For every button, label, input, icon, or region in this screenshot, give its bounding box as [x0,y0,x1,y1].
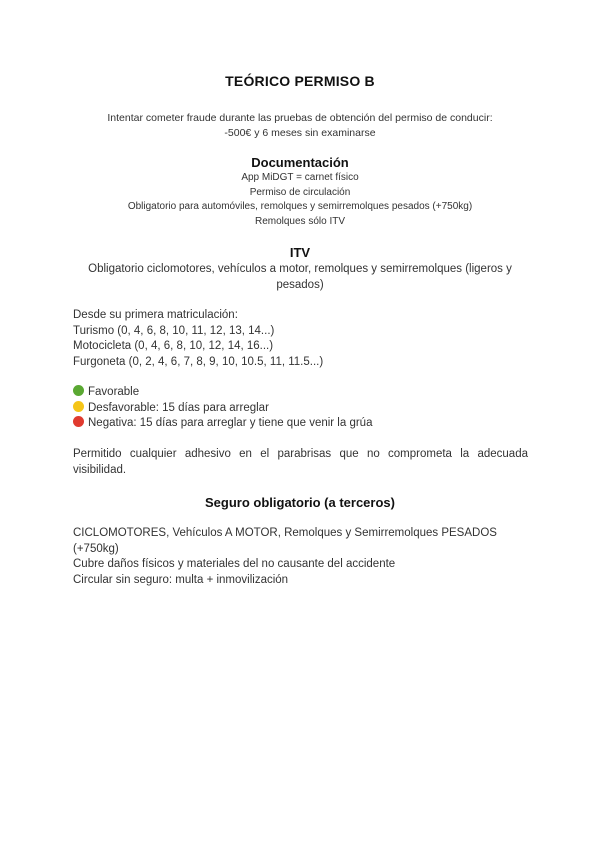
list-item: Furgoneta (0, 2, 4, 6, 7, 8, 9, 10, 10.5, 11, 11.5...) [73,355,324,368]
fraud-penalty: -500€ y 6 meses sin examinarse [224,127,376,139]
list-item: Turismo (0, 4, 6, 8, 10, 11, 12, 13, 14...) [73,324,275,337]
result-text: Favorable [88,386,140,398]
list-item: Remolques sólo ITV [254,215,346,227]
list-item: App MiDGT = carnet físico [241,172,359,183]
fraud-line: Intentar cometer fraude durante las pruebas de obtención del permiso de conducir: [107,112,493,124]
adhesivo-note [73,447,528,478]
itv-schedule [73,308,528,370]
adhesivo-text: Permitido cualquier adhesivo en el parabrisas que no comprometa la adecuada visibilidad. [73,448,528,476]
list-item: Permiso de circulación [249,186,351,198]
list-item: CICLOMOTORES, Vehículos A MOTOR, Remolques y Semirremolques PESADOS (+750kg) [73,527,497,555]
schedule-intro: Desde su primera matriculación: [73,309,238,321]
result-negativa [73,416,528,432]
itv-heading: ITV [289,245,311,260]
fraud-warning [60,111,540,141]
list-item: Circular sin seguro: multa + inmovilización [73,573,289,586]
result-favorable [73,385,528,401]
result-text: Desfavorable: 15 días para arreglar [88,401,269,414]
green-circle-icon [73,385,84,396]
itv-results [73,385,528,432]
seguro-heading: Seguro obligatorio (a terceros) [205,495,395,510]
result-desfavorable [73,401,528,417]
list-item: Obligatorio para automóviles, remolques y semirremolques pesados (+750kg) [127,201,473,212]
page-title: TEÓRICO PERMISO B [225,73,375,89]
list-item: Cubre daños físicos y materiales del no causante del accidente [73,558,396,570]
documentacion-heading: Documentación [251,155,349,170]
result-text: Negativa: 15 días para arreglar y tiene que venir la grúa [88,417,373,429]
documentacion-list [60,171,540,229]
red-circle-icon [73,416,84,427]
yellow-circle-icon [73,401,84,412]
seguro-list [73,526,528,588]
list-item: Motocicleta (0, 4, 6, 8, 10, 12, 14, 16...) [73,340,274,352]
itv-description: Obligatorio ciclomotores, vehículos a motor, remolques y semirremolques (ligeros y pesados) [88,263,512,291]
